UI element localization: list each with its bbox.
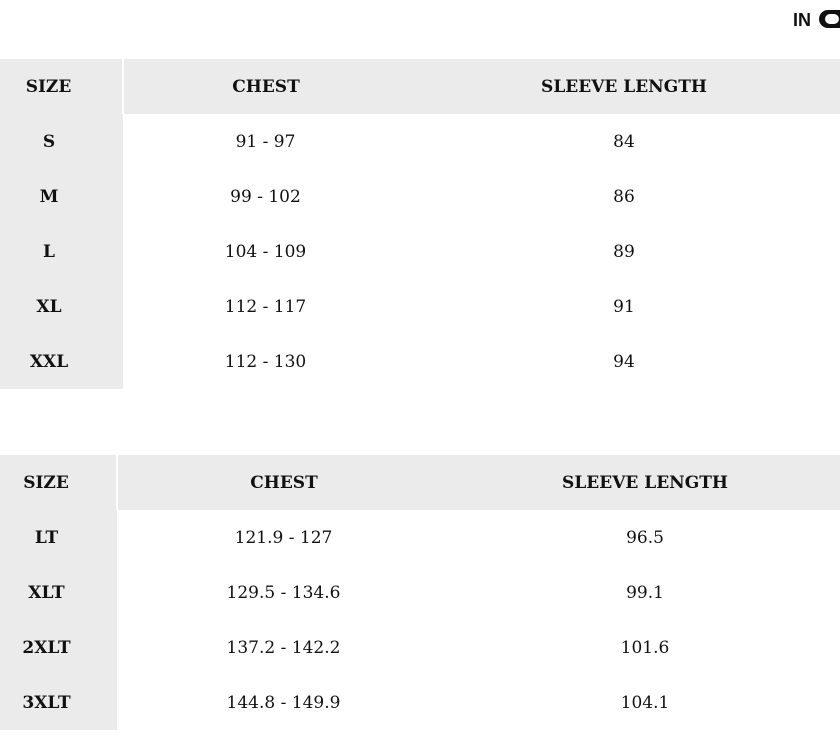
unit-toggle[interactable] [793, 9, 840, 31]
unit-toggle-label: IN [793, 10, 811, 30]
chest-cell: 91 - 97 [235, 131, 296, 152]
size-cell: XL [0, 279, 123, 334]
sleeve-length-cell: 84 [613, 131, 635, 152]
table-row [0, 169, 840, 224]
size-cell: XXL [0, 334, 123, 389]
chest-cell: 121.9 - 127 [234, 527, 333, 548]
size-cell: M [0, 169, 123, 224]
sleeve-length-cell: 89 [613, 241, 635, 262]
table-row [0, 114, 840, 169]
column-header-size: SIZE [0, 455, 117, 510]
sleeve-length-cell: 86 [613, 186, 635, 207]
size-cell: S [0, 114, 123, 169]
column-header-sleeve-length: SLEEVE LENGTH [450, 455, 840, 510]
chest-cell: 104 - 109 [224, 241, 307, 262]
chest-cell: 144.8 - 149.9 [226, 692, 341, 713]
sleeve-length-cell: 94 [613, 351, 635, 372]
toggle-switch-icon[interactable] [819, 10, 840, 28]
size-cell: 3XLT [0, 675, 117, 730]
chest-cell: 137.2 - 142.2 [226, 637, 341, 658]
table-header-row [0, 455, 840, 510]
sleeve-length-cell: 91 [613, 296, 635, 317]
sleeve-length-cell: 99.1 [626, 582, 664, 603]
table-header-row [0, 59, 840, 114]
size-cell: L [0, 224, 123, 279]
table-row [0, 510, 840, 565]
table-row [0, 620, 840, 675]
column-header-size: SIZE [0, 59, 123, 114]
sleeve-length-cell: 104.1 [620, 692, 670, 713]
table-row [0, 675, 840, 730]
column-header-chest: CHEST [117, 455, 450, 510]
table-row [0, 565, 840, 620]
size-table-tall [0, 455, 840, 730]
chest-cell: 112 - 117 [224, 296, 307, 317]
sleeve-length-cell: 96.5 [626, 527, 664, 548]
column-header-sleeve-length: SLEEVE LENGTH [408, 59, 840, 114]
sleeve-length-cell: 101.6 [620, 637, 670, 658]
size-cell: LT [0, 510, 117, 565]
column-header-chest: CHEST [123, 59, 408, 114]
size-cell: XLT [0, 565, 117, 620]
chest-cell: 129.5 - 134.6 [226, 582, 341, 603]
size-table-regular [0, 59, 840, 389]
size-cell: 2XLT [0, 620, 117, 675]
table-row [0, 224, 840, 279]
chest-cell: 112 - 130 [224, 351, 307, 372]
toggle-knob [825, 14, 839, 24]
table-row [0, 279, 840, 334]
chest-cell: 99 - 102 [230, 186, 301, 207]
table-row [0, 334, 840, 389]
